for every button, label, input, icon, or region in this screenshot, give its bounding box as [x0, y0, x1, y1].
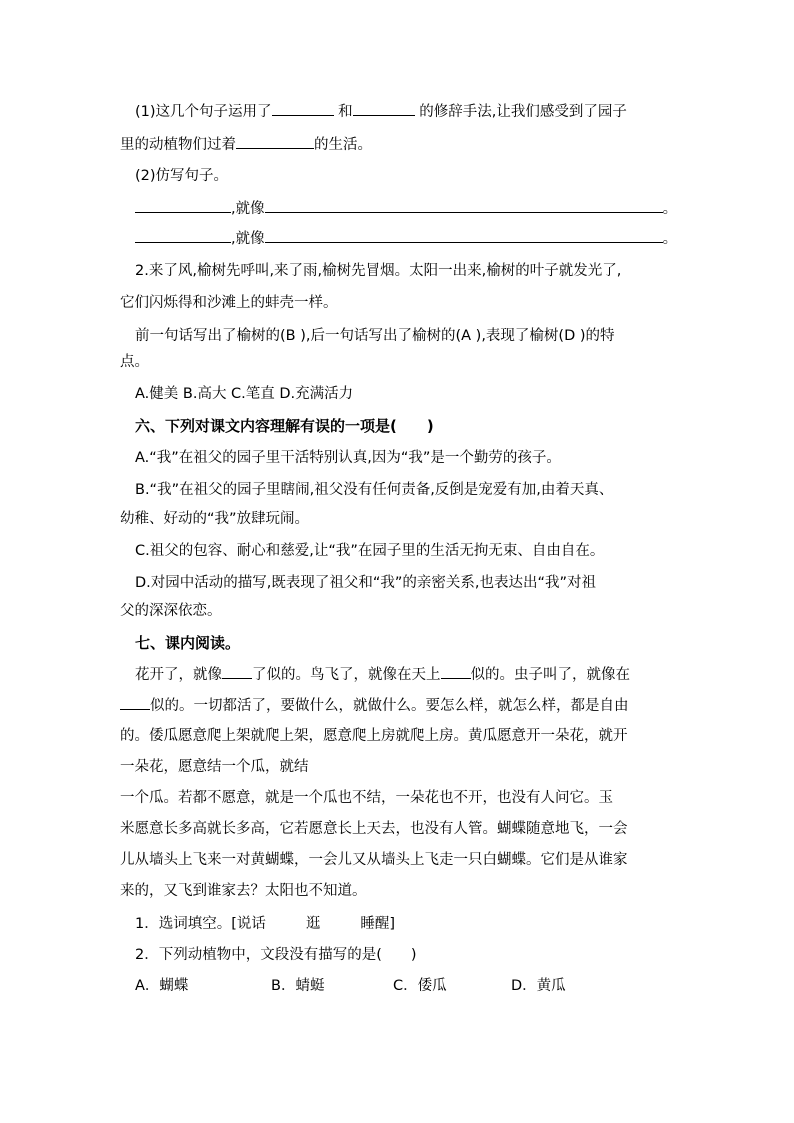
passage-text: 似的。虫子叫了，就像在	[470, 667, 630, 683]
passage-line-2	[120, 695, 629, 716]
answer-blank[interactable]	[272, 101, 334, 116]
section-6-option-d-line-2: 父的深深依恋。	[120, 603, 222, 619]
sub1-text-d: 里的动植物们过着	[120, 137, 236, 153]
word-choice: 睡醒]	[360, 916, 396, 932]
passage-line-6: 米愿意长多高就长多高，它若愿意长上天去，也没有人管。蝴蝶随意地飞，一会	[120, 821, 628, 837]
q2-line-2: 它们闪烁得和沙滩上的蚌壳一样。	[120, 295, 338, 311]
answer-blank[interactable]	[120, 695, 150, 710]
word-choice: 逛	[305, 916, 321, 932]
section-6-option-a: A.“我”在祖父的园子里干活特别认真,因为“我”是一个勤劳的孩子。	[135, 450, 561, 466]
answer-blank[interactable]	[265, 198, 663, 213]
passage-text: 花开了，就像	[135, 667, 222, 683]
answer-blank[interactable]	[135, 198, 231, 213]
sub1-text-a: (1)这几个句子运用了	[135, 104, 272, 120]
option-b: B．蜻蜓	[271, 978, 325, 994]
section-6-option-c: C.祖父的包容、耐心和慈爱,让“我”在园子里的生活无拘无束、自由自在。	[135, 543, 605, 559]
passage-line-4: 一朵花，愿意结一个瓜，就结	[120, 759, 309, 775]
section-6-option-b-line-1: B.“我”在祖父的园子里瞎闹,祖父没有任何责备,反倒是宠爱有加,由着天真、	[135, 482, 614, 498]
period: 。	[662, 201, 678, 217]
passage-line-1	[135, 664, 630, 685]
passage-text: 了似的。鸟飞了，就像在天上	[252, 667, 441, 683]
passage-line-7: 儿从墙头上飞来一对黄蝴蝶，一会儿又从墙头上飞走一只白蝴蝶。它们是从谁家	[120, 852, 628, 868]
sub-question-2: (2)仿写句子。	[135, 168, 229, 184]
option-d: D．黄瓜	[511, 978, 566, 994]
q2-options: A.健美 B.高大 C.笔直 D.充满活力	[135, 386, 354, 402]
answer-blank[interactable]	[265, 228, 663, 243]
question-text: 1．选词填空。[说话	[135, 916, 266, 932]
option-a: A．蝴蝶	[135, 978, 189, 994]
imitate-line-1	[135, 198, 677, 219]
sub-question-1-line-2	[120, 134, 372, 155]
sub1-text-c: 的修辞手法,让我们感受到了园子	[419, 104, 627, 120]
option-c: C．倭瓜	[393, 978, 447, 994]
answer-blank[interactable]	[353, 101, 415, 116]
answer-blank[interactable]	[236, 134, 314, 149]
sub-question-1-line-1	[135, 101, 627, 122]
q2-line-1: 2.来了风,榆树先呼叫,来了雨,榆树先冒烟。太阳一出来,榆树的叶子就发光了,	[135, 263, 622, 279]
passage-line-8: 来的，又飞到谁家去？太阳也不知道。	[120, 883, 367, 899]
passage-line-3: 的。倭瓜愿意爬上架就爬上架，愿意爬上房就爬上房。黄瓜愿意开一朵花，就开	[120, 728, 628, 744]
reading-question-2: 2．下列动植物中，文段没有描写的是( )	[135, 947, 417, 963]
imitate-line-2	[135, 228, 677, 249]
q2-line-3: 前一句话写出了榆树的(B ),后一句话写出了榆树的(A ),表现了榆树(D )的特	[135, 328, 615, 344]
reading-question-2-options	[135, 976, 566, 996]
sub1-text-b: 和	[338, 104, 353, 120]
imitate-text: ,就像	[231, 201, 265, 217]
passage-text: 似的。一切都活了，要做什么，就做什么。要怎么样，就怎么样，都是自由	[150, 698, 629, 714]
section-6-option-d-line-1: D.对园中活动的描写,既表现了祖父和“我”的亲密关系,也表达出“我”对祖	[135, 575, 597, 591]
answer-blank[interactable]	[222, 664, 252, 679]
reading-question-1	[135, 914, 395, 934]
section-6-option-b-line-2: 幼稚、好动的“我”放肆玩闹。	[120, 511, 310, 527]
answer-blank[interactable]	[135, 228, 231, 243]
answer-blank[interactable]	[441, 664, 471, 679]
q2-line-4: 点。	[120, 354, 149, 370]
sub1-text-e: 的生活。	[314, 137, 372, 153]
period: 。	[662, 231, 678, 247]
section-7-heading: 七、课内阅读。	[135, 634, 241, 652]
imitate-text: ,就像	[231, 231, 265, 247]
passage-line-5: 一个瓜。若都不愿意，就是一个瓜也不结，一朵花也不开，也没有人问它。玉	[120, 790, 613, 806]
section-6-heading: 六、下列对课文内容理解有误的一项是( )	[135, 417, 434, 435]
